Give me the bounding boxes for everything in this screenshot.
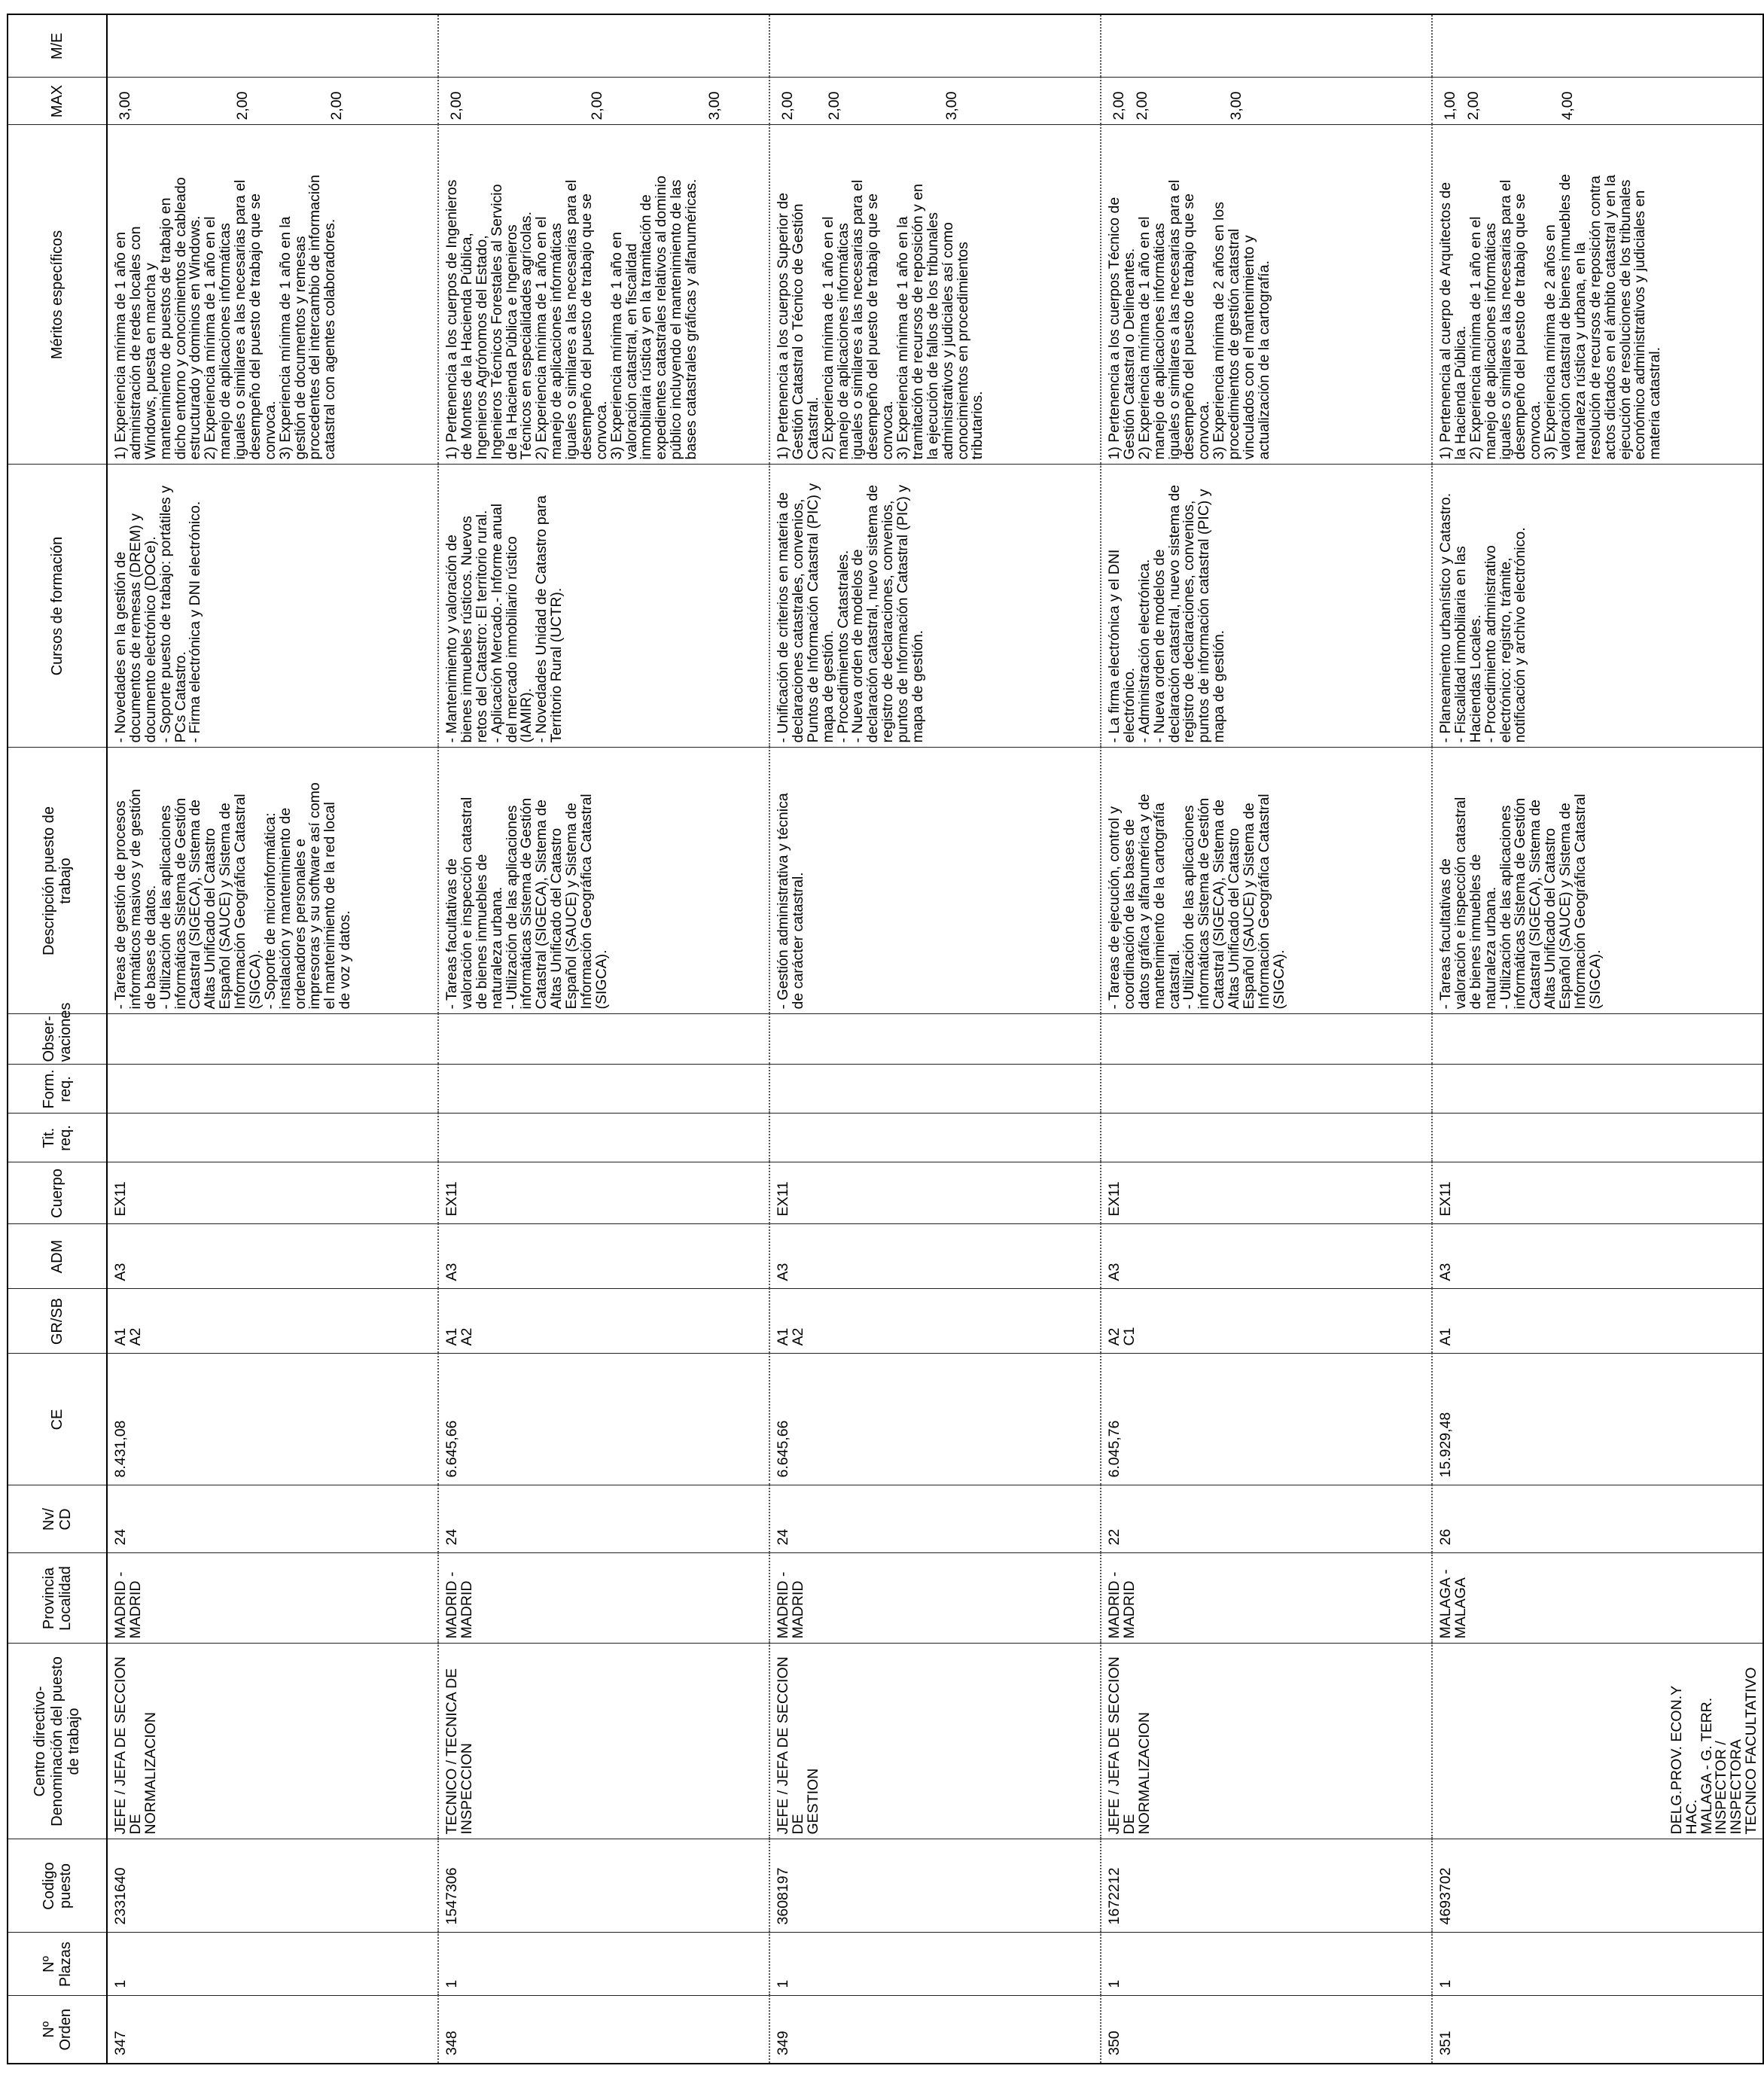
header-cuerpo: Cuerpo	[8, 1162, 107, 1224]
cell-cursos: - Planeamiento urbanístico y Catastro. - Fiscalidad inmobiliaria en las Haciendas Locales. - Procedimiento administrativo electrónico: registro, trámite, notificación y archivo electrónico.	[1432, 465, 1763, 748]
cell-plazas: 1	[1101, 1933, 1432, 1996]
cell-plazas: 1	[769, 1933, 1101, 1996]
cell-me	[769, 14, 1101, 78]
denominacion-puesto: JEFE / JEFA DE SECCION DE NORMALIZACION	[1106, 1656, 1153, 1835]
header-titulacion: Tit. req.	[8, 1114, 107, 1162]
cell-descripcion: - Gestión administrativa y técnica de carácter catastral.	[769, 748, 1101, 1014]
cell-provincia: MADRID - MADRID	[438, 1553, 769, 1644]
table-row	[438, 14, 769, 2064]
cell-adm: A3	[1432, 1224, 1763, 1289]
cell-provincia: MALAGA - MALAGA	[1432, 1553, 1763, 1644]
cell-me	[438, 14, 769, 78]
cell-centro	[1101, 1644, 1432, 1839]
cell-adm: A3	[1101, 1224, 1432, 1289]
header-meritos: Méritos específicos	[8, 125, 107, 465]
header-formacion: Form. req.	[8, 1065, 107, 1114]
header-plazas: Nº Plazas	[8, 1933, 107, 1996]
cell-descripcion: - Tareas facultativas de valoración e inspección catastral de bienes inmuebles de naturaleza urbana. - Utilización de las aplicaciones informáticas Sistema de Gestión Catastral (SIGECA), Sistema de Altas Unificado del Catastro Español (SAUCE) y Sistema de Información Geográfica Catastral (SIGCA).	[1432, 748, 1763, 1014]
cell-centro	[107, 1644, 438, 1839]
cell-grupo: A2 C1	[1101, 1289, 1432, 1354]
cell-max: 2,00 2,00 3,00	[438, 78, 769, 125]
cell-grupo: A1 A2	[438, 1289, 769, 1354]
cell-centro	[769, 1644, 1101, 1839]
cell-ce: 6.645,66	[438, 1354, 769, 1485]
cell-ce: 6.045,76	[1101, 1354, 1432, 1485]
cell-provincia: MADRID - MADRID	[769, 1553, 1101, 1644]
cell-descripcion: - Tareas de gestión de procesos informáticos masivos y de gestión de bases de datos. - Utilización de las aplicaciones informáticas Sistema de Gestión Catastral (SIGECA), Sistema de Altas Unificado del Catastro Español (SAUCE) y Sistema de Información Geográfica Catastral (SIGCA). - Soporte de microinformática: instalación y mantenimiento de ordenadores personales e impresoras y su software así como el mantenimiento de la red local de voz y datos.	[107, 748, 438, 1014]
cell-meritos: 1) Experiencia mínima de 1 año en administración de redes locales con Windows, puesta en marcha y mantenimiento de puestos de trabajo en dicho entorno y conocimientos de cableado estructurado y dominios en Windows. 2) Experiencia mínima de 1 año en el manejo de aplicaciones informáticas iguales o similares a las necesarias para el desempeño del puesto de trabajo que se convoca. 3) Experiencia mínima de 1 año en la gestión de documentos y remesas procedentes del intercambio de información catastral con agentes colaboradores.	[107, 125, 438, 465]
cell-titulacion	[438, 1114, 769, 1162]
cell-codigo: 3608197	[769, 1839, 1101, 1933]
cell-titulacion	[769, 1114, 1101, 1162]
cell-adm: A3	[107, 1224, 438, 1289]
cell-codigo: 2331640	[107, 1839, 438, 1933]
header-row	[8, 14, 107, 2064]
header-grupo: GR/SB	[8, 1289, 107, 1354]
header-cursos: Cursos de formación	[8, 465, 107, 748]
cell-grupo: A1	[1432, 1289, 1763, 1354]
cell-observaciones	[769, 1014, 1101, 1065]
cell-adm: A3	[438, 1224, 769, 1289]
cell-formacion	[107, 1065, 438, 1114]
header-max: MAX	[8, 78, 107, 125]
cell-cuerpo: EX11	[1432, 1162, 1763, 1224]
header-adm: ADM	[8, 1224, 107, 1289]
cell-orden: 350	[1101, 1996, 1432, 2064]
cell-max: 3,00 2,00 2,00	[107, 78, 438, 125]
header-descripcion: Descripción puesto de trabajo	[8, 748, 107, 1014]
table-row	[1432, 14, 1763, 2064]
cell-descripcion: - Tareas facultativas de valoración e inspección catastral de bienes inmuebles de naturaleza urbana. - Utilización de las aplicaciones informáticas Sistema de Gestión Catastral (SIGECA), Sistema de Altas Unificado del Catastro Español (SAUCE) y Sistema de Información Geográfica Catastral (SIGCA).	[438, 748, 769, 1014]
cell-nivel: 24	[769, 1485, 1101, 1553]
cell-plazas: 1	[1432, 1933, 1763, 1996]
cell-meritos: 1) Pertenencia a los cuerpos Superior de Gestión Catastral o Técnico de Gestión Catastral. 2) Experiencia mínima de 1 año en el manejo de aplicaciones informáticas iguales o similares a las necesarias para el desempeño del puesto de trabajo que se convoca. 3) Experiencia mínima de 1 año en la tramitación de recursos de reposición y en la ejecución de fallos de los tribunales administrativos y judiciales así como conocimientos en procedimientos tributarios.	[769, 125, 1101, 465]
cell-codigo: 4693702	[1432, 1839, 1763, 1933]
header-orden: Nº Orden	[8, 1996, 107, 2064]
cell-orden: 349	[769, 1996, 1101, 2064]
cell-cursos: - La firma electrónica y el DNI electrónico. - Administración electrónica. - Nueva orden de modelos de declaración catastral, nuevo sistema de registro de declaraciones, convenios, puntos de información catastral (PIC) y mapa de gestión.	[1101, 465, 1432, 748]
cell-cursos: - Unificación de criterios en materia de declaraciones catastrales, convenios, Puntos de Información Catastral (PIC) y mapa de gestión. - Procedimientos Catastrales. - Nueva orden de modelos de declaración catastral, nuevo sistema de registro de declaraciones, convenios, puntos de Información Catastral (PIC) y mapa de gestión.	[769, 465, 1101, 748]
vacancy-table	[7, 14, 1764, 2064]
cell-plazas: 1	[438, 1933, 769, 1996]
cell-ce: 15.929,48	[1432, 1354, 1763, 1485]
cell-cuerpo: EX11	[1101, 1162, 1432, 1224]
cell-formacion	[1432, 1065, 1763, 1114]
cell-orden: 351	[1432, 1996, 1763, 2064]
cell-provincia: MADRID - MADRID	[107, 1553, 438, 1644]
cell-meritos: 1) Pertenencia a los cuerpos Técnico de Gestión Catastral o Delineantes. 2) Experiencia mínima de 1 año en el manejo de aplicaciones informáticas iguales o similares a las necesarias para el desempeño del puesto de trabajo que se convoca. 3) Experiencia mínima de 2 años en los procedimientos de gestión catastral vinculados con el mantenimiento y actualización de la cartografía.	[1101, 125, 1432, 465]
cell-formacion	[769, 1065, 1101, 1114]
cell-codigo: 1547306	[438, 1839, 769, 1933]
denominacion-puesto: TECNICO / TECNICA DE INSPECCION	[443, 1668, 475, 1835]
cell-cuerpo: EX11	[769, 1162, 1101, 1224]
cell-nivel: 24	[438, 1485, 769, 1553]
cell-nivel: 24	[107, 1485, 438, 1553]
cell-grupo: A1 A2	[107, 1289, 438, 1354]
cell-cursos: - Novedades en la gestión de documentos de remesas (DREM) y documento electrónico (DOCe). - Soporte puesto de trabajo: portátiles y PCs Catastro. - Firma electrónica y DNI electrónico.	[107, 465, 438, 748]
denominacion-puesto: INSPECTOR / INSPECTORA TECNICO FACULTATIVO	[1713, 1667, 1760, 1835]
header-me: M/E	[8, 14, 107, 78]
cell-observaciones	[438, 1014, 769, 1065]
denominacion-puesto: JEFE / JEFA DE SECCION DE NORMALIZACION	[112, 1656, 159, 1835]
cell-meritos: 1) Pertenencia a los cuerpos de Ingenieros de Montes de la Hacienda Pública, Ingenieros Agrónomos del Estado, Ingenieros Técnicos Forestales al Servicio de la Hacienda Pública e Ingenieros Técnicos en especialidades agrícolas. 2) Experiencia mínima de 1 año en el manejo de aplicaciones informáticas iguales o similares a las necesarias para el desempeño del puesto de trabajo que se convoca. 3) Experiencia mínima de 1 año en valoración catastral, en fiscalidad inmobiliaria rústica y en la tramitación de expedientes catastrales relativos al dominio público incluyendo el mantenimiento de las bases catastrales gráficas y alfanuméricas.	[438, 125, 769, 465]
cell-ce: 8.431,08	[107, 1354, 438, 1485]
cell-me	[1101, 14, 1432, 78]
table-row	[107, 14, 438, 2064]
centro-directivo: DELG.PROV. ECON.Y HAC. MALAGA - G. TERR.	[1668, 1686, 1715, 1835]
header-provincia: Provincia Localidad	[8, 1553, 107, 1644]
cell-observaciones	[1432, 1014, 1763, 1065]
header-centro: Centro directivo- Denominación del puesto de trabajo	[8, 1644, 107, 1839]
cell-formacion	[438, 1065, 769, 1114]
cell-me	[1432, 14, 1763, 78]
cell-formacion	[1101, 1065, 1432, 1114]
cell-centro	[1432, 1644, 1763, 1839]
cell-codigo: 1672212	[1101, 1839, 1432, 1933]
cell-provincia: MADRID - MADRID	[1101, 1553, 1432, 1644]
cell-ce: 6.645,66	[769, 1354, 1101, 1485]
cell-centro	[438, 1644, 769, 1839]
cell-me	[107, 14, 438, 78]
cell-observaciones	[107, 1014, 438, 1065]
cell-orden: 347	[107, 1996, 438, 2064]
cell-meritos: 1) Pertenencia al cuerpo de Arquitectos de la Hacienda Pública. 2) Experiencia mínima de 1 año en el manejo de aplicaciones informáticas iguales o similares a las necesarias para el desempeño del puesto de trabajo que se convoca. 3) Experiencia mínima de 2 años en valoración catastral de bienes inmuebles de naturaleza rústica y urbana, en la resolución de recursos de reposición contra actos dictados en el ámbito catastral y en la ejecución de resoluciones de los tribunales económico administrativos y judiciales en materia catastral.	[1432, 125, 1763, 465]
cell-observaciones	[1101, 1014, 1432, 1065]
table-row	[769, 14, 1101, 2064]
cell-plazas: 1	[107, 1933, 438, 1996]
cell-max: 2,00 2,00 3,00	[769, 78, 1101, 125]
cell-max: 2,00 2,00 3,00	[1101, 78, 1432, 125]
cell-cuerpo: EX11	[107, 1162, 438, 1224]
header-observaciones: Obser- vaciones	[8, 1014, 107, 1065]
cell-titulacion	[107, 1114, 438, 1162]
header-ce: CE	[8, 1354, 107, 1485]
cell-grupo: A1 A2	[769, 1289, 1101, 1354]
table-row	[1101, 14, 1432, 2064]
cell-titulacion	[1432, 1114, 1763, 1162]
denominacion-puesto: JEFE / JEFA DE SECCION DE GESTION	[775, 1656, 821, 1835]
cell-cursos: - Mantenimiento y valoración de bienes inmuebles rústicos. Nuevos retos del Catastro: El territorio rural. - Aplicación Mercado.- Informe anual del mercado inmobiliario rústico (IAMIR). - Novedades Unidad de Catastro para Territorio Rural (UCTR).	[438, 465, 769, 748]
cell-descripcion: - Tareas de ejecución, control y coordinación de las bases de datos gráfica y alfanumérica y de mantenimiento de la cartografía catastral. - Utilización de las aplicaciones informáticas Sistema de Gestión Catastral (SIGECA), Sistema de Altas Unificado del Catastro Español (SAUCE) y Sistema de Información Geográfica Catastral (SIGCA).	[1101, 748, 1432, 1014]
cell-nivel: 26	[1432, 1485, 1763, 1553]
cell-cuerpo: EX11	[438, 1162, 769, 1224]
header-codigo: Codigo puesto	[8, 1839, 107, 1933]
cell-orden: 348	[438, 1996, 769, 2064]
cell-adm: A3	[769, 1224, 1101, 1289]
cell-max: 1,00 2,00 4,00	[1432, 78, 1763, 125]
cell-nivel: 22	[1101, 1485, 1432, 1553]
cell-titulacion	[1101, 1114, 1432, 1162]
header-nivel: Nv/ CD	[8, 1485, 107, 1553]
